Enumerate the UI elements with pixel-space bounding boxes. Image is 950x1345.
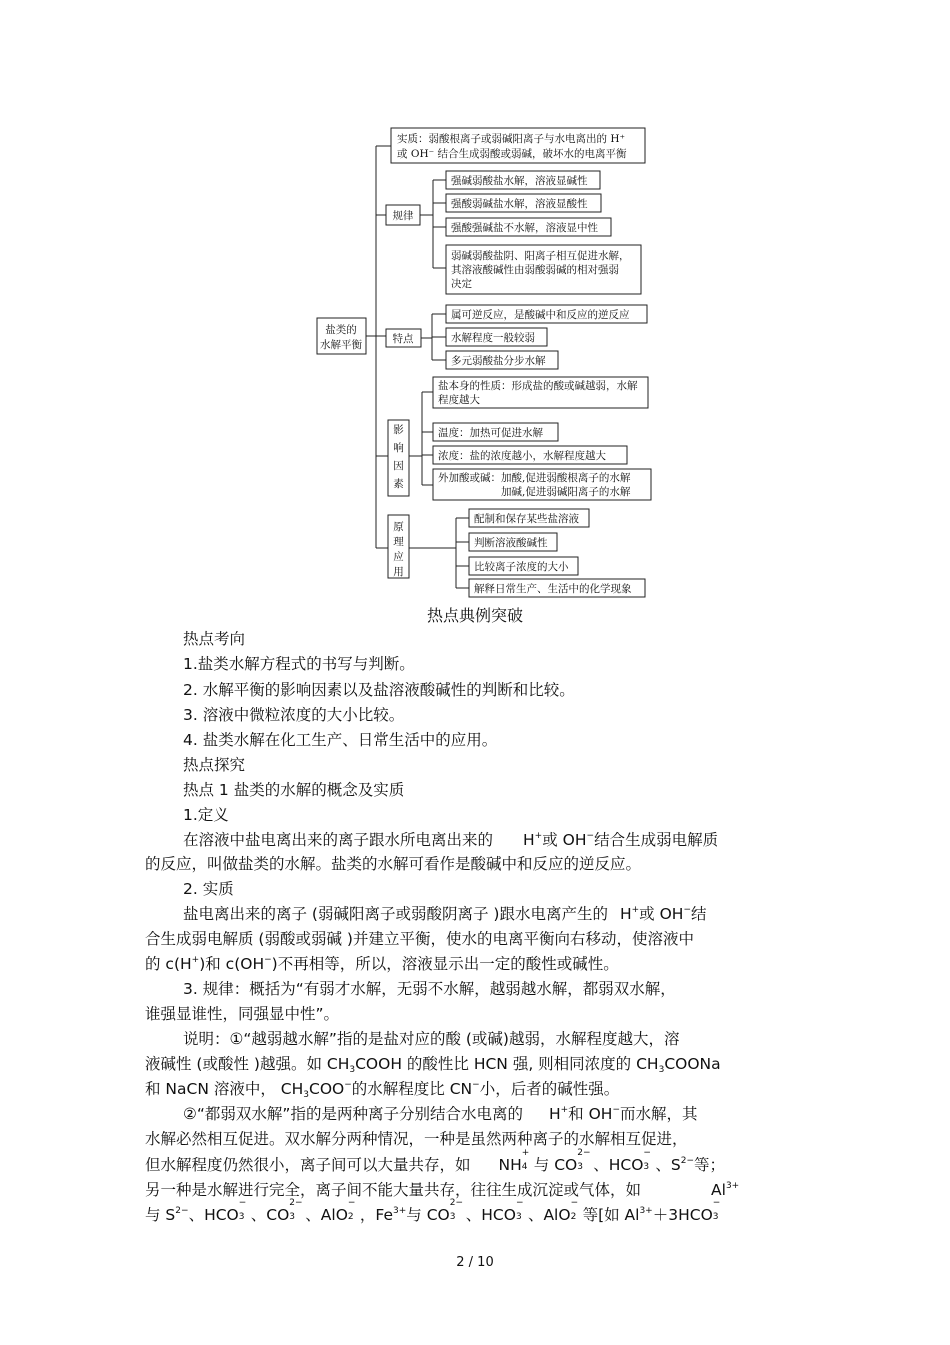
section-title: 热点典例突破: [426, 606, 523, 625]
svg-text:配制和保存某些盐溶液: 配制和保存某些盐溶液: [474, 513, 579, 525]
text-line: 合生成弱电解质 (弱酸或弱碱 )并建立平衡，使水的电离平衡向右移动，使溶液中: [145, 930, 694, 948]
svg-text:或 OH⁻ 结合生成弱酸或弱碱，破坏水的电离平衡: 或 OH⁻ 结合生成弱酸或弱碱，破坏水的电离平衡: [397, 148, 627, 160]
rule-node: [446, 218, 611, 236]
svg-text:强酸强碱盐不水解，溶液显中性: 强酸强碱盐不水解，溶液显中性: [451, 222, 598, 234]
svg-text:判断溶液酸碱性: 判断溶液酸碱性: [474, 537, 548, 549]
feature-node: [446, 305, 647, 323]
svg-text:水解程度一般较弱: 水解程度一般较弱: [451, 332, 535, 344]
text-line: ②“都弱双水解”指的是两种离子分别结合水电离的 H+和 OH−而水解，其: [183, 1105, 698, 1123]
svg-text:理: 理: [393, 536, 404, 548]
mind-map-diagram: [0, 0, 950, 600]
text-line: 的反应，叫做盐类的水解。盐类的水解可看作是酸碱中和反应的逆反应。: [145, 855, 642, 873]
text-line: 液碱性 (或酸性 )越强。如 $CH_3COOH$ 的酸性比 HCN 强, 则相同浓度的 $CH_3COONa$: [145, 1055, 721, 1075]
text-line: 2. 水解平衡的影响因素以及盐溶液酸碱性的判断和比较。: [183, 681, 575, 699]
svg-text:浓度：盐的浓度越小，水解程度越大: 浓度：盐的浓度越小，水解程度越大: [438, 450, 606, 462]
svg-text:盐类的: 盐类的: [325, 324, 357, 336]
svg-text:加碱,促进弱碱阳离子的水解: 加碱,促进弱碱阳离子的水解: [438, 486, 631, 498]
rule-node: [446, 245, 641, 294]
app-node: [469, 557, 578, 575]
svg-text:原: 原: [393, 521, 404, 533]
features-label-node: [386, 329, 421, 347]
text-line: 热点 1 盐类的水解的概念及实质: [183, 781, 405, 799]
essence-node: [391, 128, 645, 163]
factor-node: [433, 377, 648, 408]
text-line: 的 c(H+)和 c(OH−)不再相等，所以，溶液显示出一定的酸性或碱性。: [145, 955, 619, 973]
text-line: 热点探究: [183, 756, 246, 774]
svg-text:特点: 特点: [392, 333, 414, 345]
feature-node: [446, 351, 558, 369]
factor-node: [433, 423, 558, 441]
svg-text:应: 应: [393, 551, 404, 563]
text-line: 但水解程度仍然很小，离子间可以大量共存，如 NH + 4 与 CO 2− 3 、HCO − 3 、$S^{2-}$等；: [145, 1148, 726, 1174]
apps-label-node: [388, 515, 409, 578]
svg-text:温度：加热可促进水解: 温度：加热可促进水解: [438, 427, 543, 439]
text-line: 在溶液中盐电离出来的离子跟水所电离出来的 H+或 OH−结合生成弱电解质: [183, 831, 719, 849]
factors-label-node: [388, 420, 409, 496]
svg-text:实质：弱酸根离子或弱碱阳离子与水电离出的 H⁺: 实质：弱酸根离子或弱碱阳离子与水电离出的 H⁺: [397, 133, 626, 145]
text-line: 3. 溶液中微粒浓度的大小比较。: [183, 706, 405, 724]
text-line: 和 NaCN 溶液中， $CH_3COO^-$的水解程度比 CN−小，后者的碱性强。: [145, 1080, 620, 1100]
factor-node: [433, 469, 651, 500]
text-line: 谁强显谁性，同强显中性”。: [145, 1005, 340, 1023]
svg-text:外加酸或碱：加酸,促进弱酸根离子的水解: 外加酸或碱：加酸,促进弱酸根离子的水解: [438, 472, 631, 484]
text-line: 水解必然相互促进。双水解分两种情况，一种是虽然两种离子的水解相互促进，: [145, 1130, 688, 1148]
app-node: [469, 533, 557, 551]
svg-text:水解平衡: 水解平衡: [320, 339, 362, 351]
svg-text:比较离子浓度的大小: 比较离子浓度的大小: [474, 561, 569, 573]
text-line: 1.定义: [183, 806, 229, 824]
svg-text:影: 影: [393, 424, 404, 436]
rules-label-node: [386, 205, 420, 225]
svg-text:响: 响: [393, 442, 404, 454]
svg-text:解释日常生产、生活中的化学现象: 解释日常生产、生活中的化学现象: [474, 583, 632, 595]
rule-node: [446, 171, 600, 189]
app-node: [469, 579, 645, 597]
svg-text:属可逆反应，是酸碱中和反应的逆反应: 属可逆反应，是酸碱中和反应的逆反应: [451, 309, 630, 321]
text-line: 3. 规律：概括为“有弱才水解，无弱不水解，越弱越水解，都弱双水解，: [183, 980, 676, 998]
svg-text:多元弱酸盐分步水解: 多元弱酸盐分步水解: [451, 355, 546, 367]
rule-node: [446, 194, 601, 212]
svg-text:用: 用: [393, 566, 404, 578]
text-line: 热点考向: [183, 630, 246, 648]
factor-node: [433, 446, 627, 464]
text-line: 另一种是水解进行完全，离子间不能大量共存，往往生成沉淀或气体，如 $Al^{3+}$: [145, 1181, 740, 1199]
svg-text:强酸弱碱盐水解，溶液显酸性: 强酸弱碱盐水解，溶液显酸性: [451, 198, 588, 210]
text-line: 4. 盐类水解在化工生产、日常生活中的应用。: [183, 731, 498, 749]
text-line: 2. 实质: [183, 880, 234, 898]
svg-text:其溶液酸碱性由弱酸弱碱的相对强弱: 其溶液酸碱性由弱酸弱碱的相对强弱: [451, 264, 619, 276]
text-line: 盐电离出来的离子 (弱碱阳离子或弱酸阴离子 )跟水电离产生的 H+或 OH−结: [183, 905, 707, 923]
svg-text:因: 因: [393, 460, 404, 472]
svg-text:规律: 规律: [392, 210, 414, 222]
svg-text:盐本身的性质：形成盐的酸或碱越弱，水解: 盐本身的性质：形成盐的酸或碱越弱，水解: [438, 380, 638, 392]
root-node: [317, 318, 366, 354]
svg-text:程度越大: 程度越大: [438, 394, 480, 406]
svg-text:弱碱弱酸盐阴、阳离子相互促进水解，: 弱碱弱酸盐阴、阳离子相互促进水解，: [451, 250, 630, 262]
svg-text:决定: 决定: [451, 278, 472, 290]
text-line: 1.盐类水解方程式的书写与判断。: [183, 655, 415, 673]
svg-text:素: 素: [393, 478, 404, 490]
app-node: [469, 509, 589, 527]
text-line: 说明：①“越弱越水解”指的是盐对应的酸 (或碱)越弱，水解程度越大，溶: [183, 1030, 680, 1048]
page-number: 2 / 10: [456, 1255, 494, 1270]
feature-node: [446, 328, 547, 346]
text-line: 与 $S^{2-}$、HCO − 3 、CO 2− 3 、AlO − 2 ，$Fe^{3+}$与 CO 2− 3 、HCO − 3 、AlO − 2 等[如 $Al^{3+}+3HCO$ − 3: [145, 1198, 721, 1224]
svg-text:强碱弱酸盐水解，溶液显碱性: 强碱弱酸盐水解，溶液显碱性: [451, 175, 588, 187]
